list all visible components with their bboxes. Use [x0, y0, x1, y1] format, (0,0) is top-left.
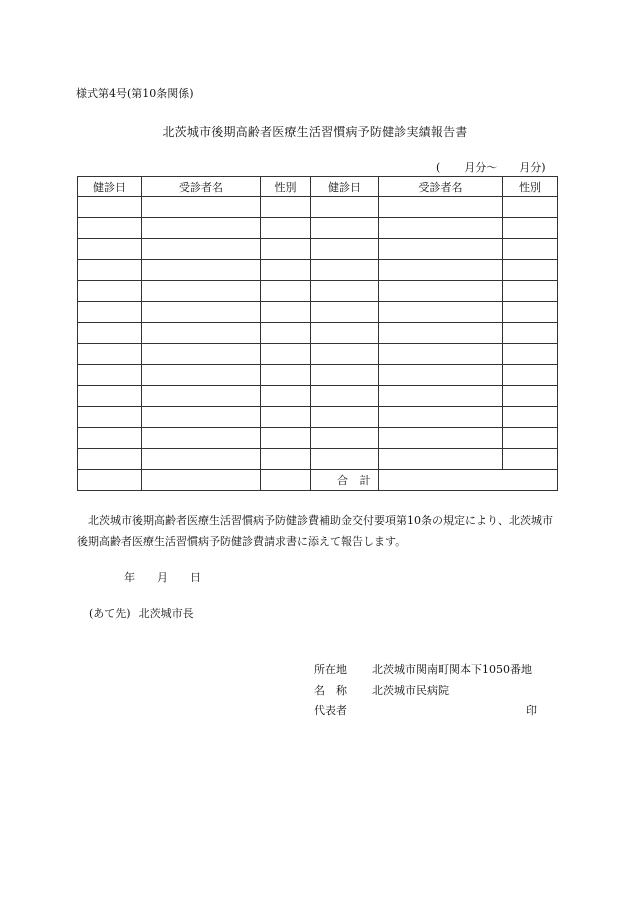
- table-cell[interactable]: [311, 386, 379, 407]
- table-cell[interactable]: [142, 218, 261, 239]
- table-cell[interactable]: [503, 323, 558, 344]
- table-cell[interactable]: [78, 281, 142, 302]
- table-cell[interactable]: [78, 218, 142, 239]
- table-cell[interactable]: [379, 386, 503, 407]
- table-cell[interactable]: [142, 281, 261, 302]
- table-cell[interactable]: [311, 239, 379, 260]
- name-value: 北茨城市民病院: [372, 684, 449, 697]
- reporting-period: [436, 159, 546, 175]
- table-cell[interactable]: [503, 407, 558, 428]
- table-cell[interactable]: [379, 365, 503, 386]
- table-cell[interactable]: [503, 197, 558, 218]
- table-row: [78, 449, 558, 470]
- representative-label: 代表者: [314, 704, 347, 717]
- table-cell[interactable]: [311, 365, 379, 386]
- addressee: [89, 605, 194, 621]
- table-cell[interactable]: [311, 323, 379, 344]
- table-cell[interactable]: [78, 428, 142, 449]
- address-value: 北茨城市関南町関本下1050番地: [372, 663, 532, 676]
- total-value-cell[interactable]: [379, 470, 558, 491]
- table-cell[interactable]: [503, 218, 558, 239]
- addressee-label: (あて先): [89, 607, 131, 620]
- table-row: [78, 365, 558, 386]
- table-cell[interactable]: [379, 449, 503, 470]
- table-cell[interactable]: [503, 302, 558, 323]
- total-label: 合 計: [311, 470, 379, 491]
- table-row: [78, 428, 558, 449]
- table-row: [78, 323, 558, 344]
- table-cell[interactable]: [261, 365, 311, 386]
- table-cell[interactable]: [379, 344, 503, 365]
- period-open: (: [436, 161, 441, 174]
- table-cell[interactable]: [261, 197, 311, 218]
- table-cell[interactable]: [142, 260, 261, 281]
- table-cell[interactable]: [311, 302, 379, 323]
- table-cell[interactable]: [142, 239, 261, 260]
- table-cell[interactable]: [311, 260, 379, 281]
- table-cell[interactable]: [78, 302, 142, 323]
- table-cell[interactable]: [503, 428, 558, 449]
- table-cell[interactable]: [311, 407, 379, 428]
- header-patient-name-1: 受診者名: [142, 177, 261, 197]
- table-cell[interactable]: [311, 449, 379, 470]
- table-cell[interactable]: [261, 218, 311, 239]
- table-cell[interactable]: [142, 449, 261, 470]
- addressee-name: 北茨城市長: [138, 607, 194, 620]
- table-cell[interactable]: [78, 323, 142, 344]
- table-cell[interactable]: [261, 449, 311, 470]
- table-cell[interactable]: [78, 344, 142, 365]
- table-cell[interactable]: [78, 407, 142, 428]
- table-cell[interactable]: [379, 428, 503, 449]
- table-cell[interactable]: [142, 428, 261, 449]
- table-row: [78, 218, 558, 239]
- table-row: [78, 302, 558, 323]
- table-cell[interactable]: [78, 365, 142, 386]
- header-patient-name-2: 受診者名: [379, 177, 503, 197]
- table-cell[interactable]: [311, 344, 379, 365]
- date-day: 日: [190, 571, 201, 584]
- signatory-representative: [314, 702, 372, 718]
- table-cell[interactable]: [142, 323, 261, 344]
- total-row: [78, 470, 558, 491]
- signatory-name: [314, 682, 449, 698]
- table-cell[interactable]: [78, 470, 142, 491]
- table-cell[interactable]: [261, 407, 311, 428]
- header-exam-date-1: 健診日: [78, 177, 142, 197]
- address-label: 所在地: [314, 663, 347, 676]
- table-cell[interactable]: [379, 323, 503, 344]
- header-exam-date-2: 健診日: [311, 177, 379, 197]
- document-title: 北茨城市後期高齢者医療生活習慣病予防健診実績報告書: [162, 125, 468, 139]
- table-row: [78, 407, 558, 428]
- table-cell[interactable]: [379, 239, 503, 260]
- date-year: 年: [124, 571, 135, 584]
- table-cell[interactable]: [261, 302, 311, 323]
- table-cell[interactable]: [503, 281, 558, 302]
- table-cell[interactable]: [503, 365, 558, 386]
- table-cell[interactable]: [261, 239, 311, 260]
- table-cell[interactable]: [78, 386, 142, 407]
- table-cell[interactable]: [78, 239, 142, 260]
- table-cell[interactable]: [311, 218, 379, 239]
- table-cell[interactable]: [261, 344, 311, 365]
- table-cell[interactable]: [311, 428, 379, 449]
- seal-mark: 印: [526, 704, 537, 717]
- date-line: [124, 569, 201, 585]
- table-row: [78, 281, 558, 302]
- body-text: 北茨城市後期高齢者医療生活習慣病予防健診費補助金交付要項第10条の規定により、北茨城市後期高齢者医療生活習慣病予防健診費請求書に添えて報告します。: [77, 514, 553, 548]
- table-row: [78, 239, 558, 260]
- table-cell[interactable]: [142, 470, 261, 491]
- table-header-row: [78, 177, 558, 197]
- table-cell[interactable]: [379, 302, 503, 323]
- table-cell[interactable]: [379, 407, 503, 428]
- table-cell[interactable]: [142, 344, 261, 365]
- table-cell[interactable]: [379, 218, 503, 239]
- table-cell[interactable]: [503, 449, 558, 470]
- header-sex-2: 性別: [503, 177, 558, 197]
- records-table: [77, 176, 558, 491]
- table-cell[interactable]: [379, 281, 503, 302]
- header-sex-1: 性別: [261, 177, 311, 197]
- table-row: [78, 386, 558, 407]
- table-cell[interactable]: [142, 386, 261, 407]
- table-cell[interactable]: [261, 260, 311, 281]
- table-cell[interactable]: [503, 344, 558, 365]
- table-cell[interactable]: [261, 323, 311, 344]
- period-from-suffix: 月分〜: [464, 161, 498, 174]
- table-cell[interactable]: [311, 197, 379, 218]
- table-cell[interactable]: [142, 365, 261, 386]
- table-cell[interactable]: [261, 386, 311, 407]
- table-cell[interactable]: [261, 281, 311, 302]
- table-cell[interactable]: [503, 386, 558, 407]
- table-cell[interactable]: [78, 197, 142, 218]
- table-cell[interactable]: [503, 239, 558, 260]
- signatory-address: [314, 661, 532, 677]
- table-cell[interactable]: [142, 407, 261, 428]
- period-to-suffix: 月分): [519, 161, 546, 174]
- table-cell[interactable]: [379, 197, 503, 218]
- table-cell[interactable]: [261, 428, 311, 449]
- table-cell[interactable]: [503, 260, 558, 281]
- form-number: 様式第4号(第10条関係): [76, 87, 194, 100]
- table-cell[interactable]: [311, 281, 379, 302]
- table-row: [78, 260, 558, 281]
- table-cell[interactable]: [78, 260, 142, 281]
- table-cell[interactable]: [261, 470, 311, 491]
- table-row: [78, 344, 558, 365]
- table-cell[interactable]: [142, 197, 261, 218]
- table-cell[interactable]: [78, 449, 142, 470]
- table-cell[interactable]: [379, 260, 503, 281]
- table-row: [78, 197, 558, 218]
- date-month: 月: [157, 571, 168, 584]
- name-label: 名 称: [314, 684, 347, 697]
- table-cell[interactable]: [142, 302, 261, 323]
